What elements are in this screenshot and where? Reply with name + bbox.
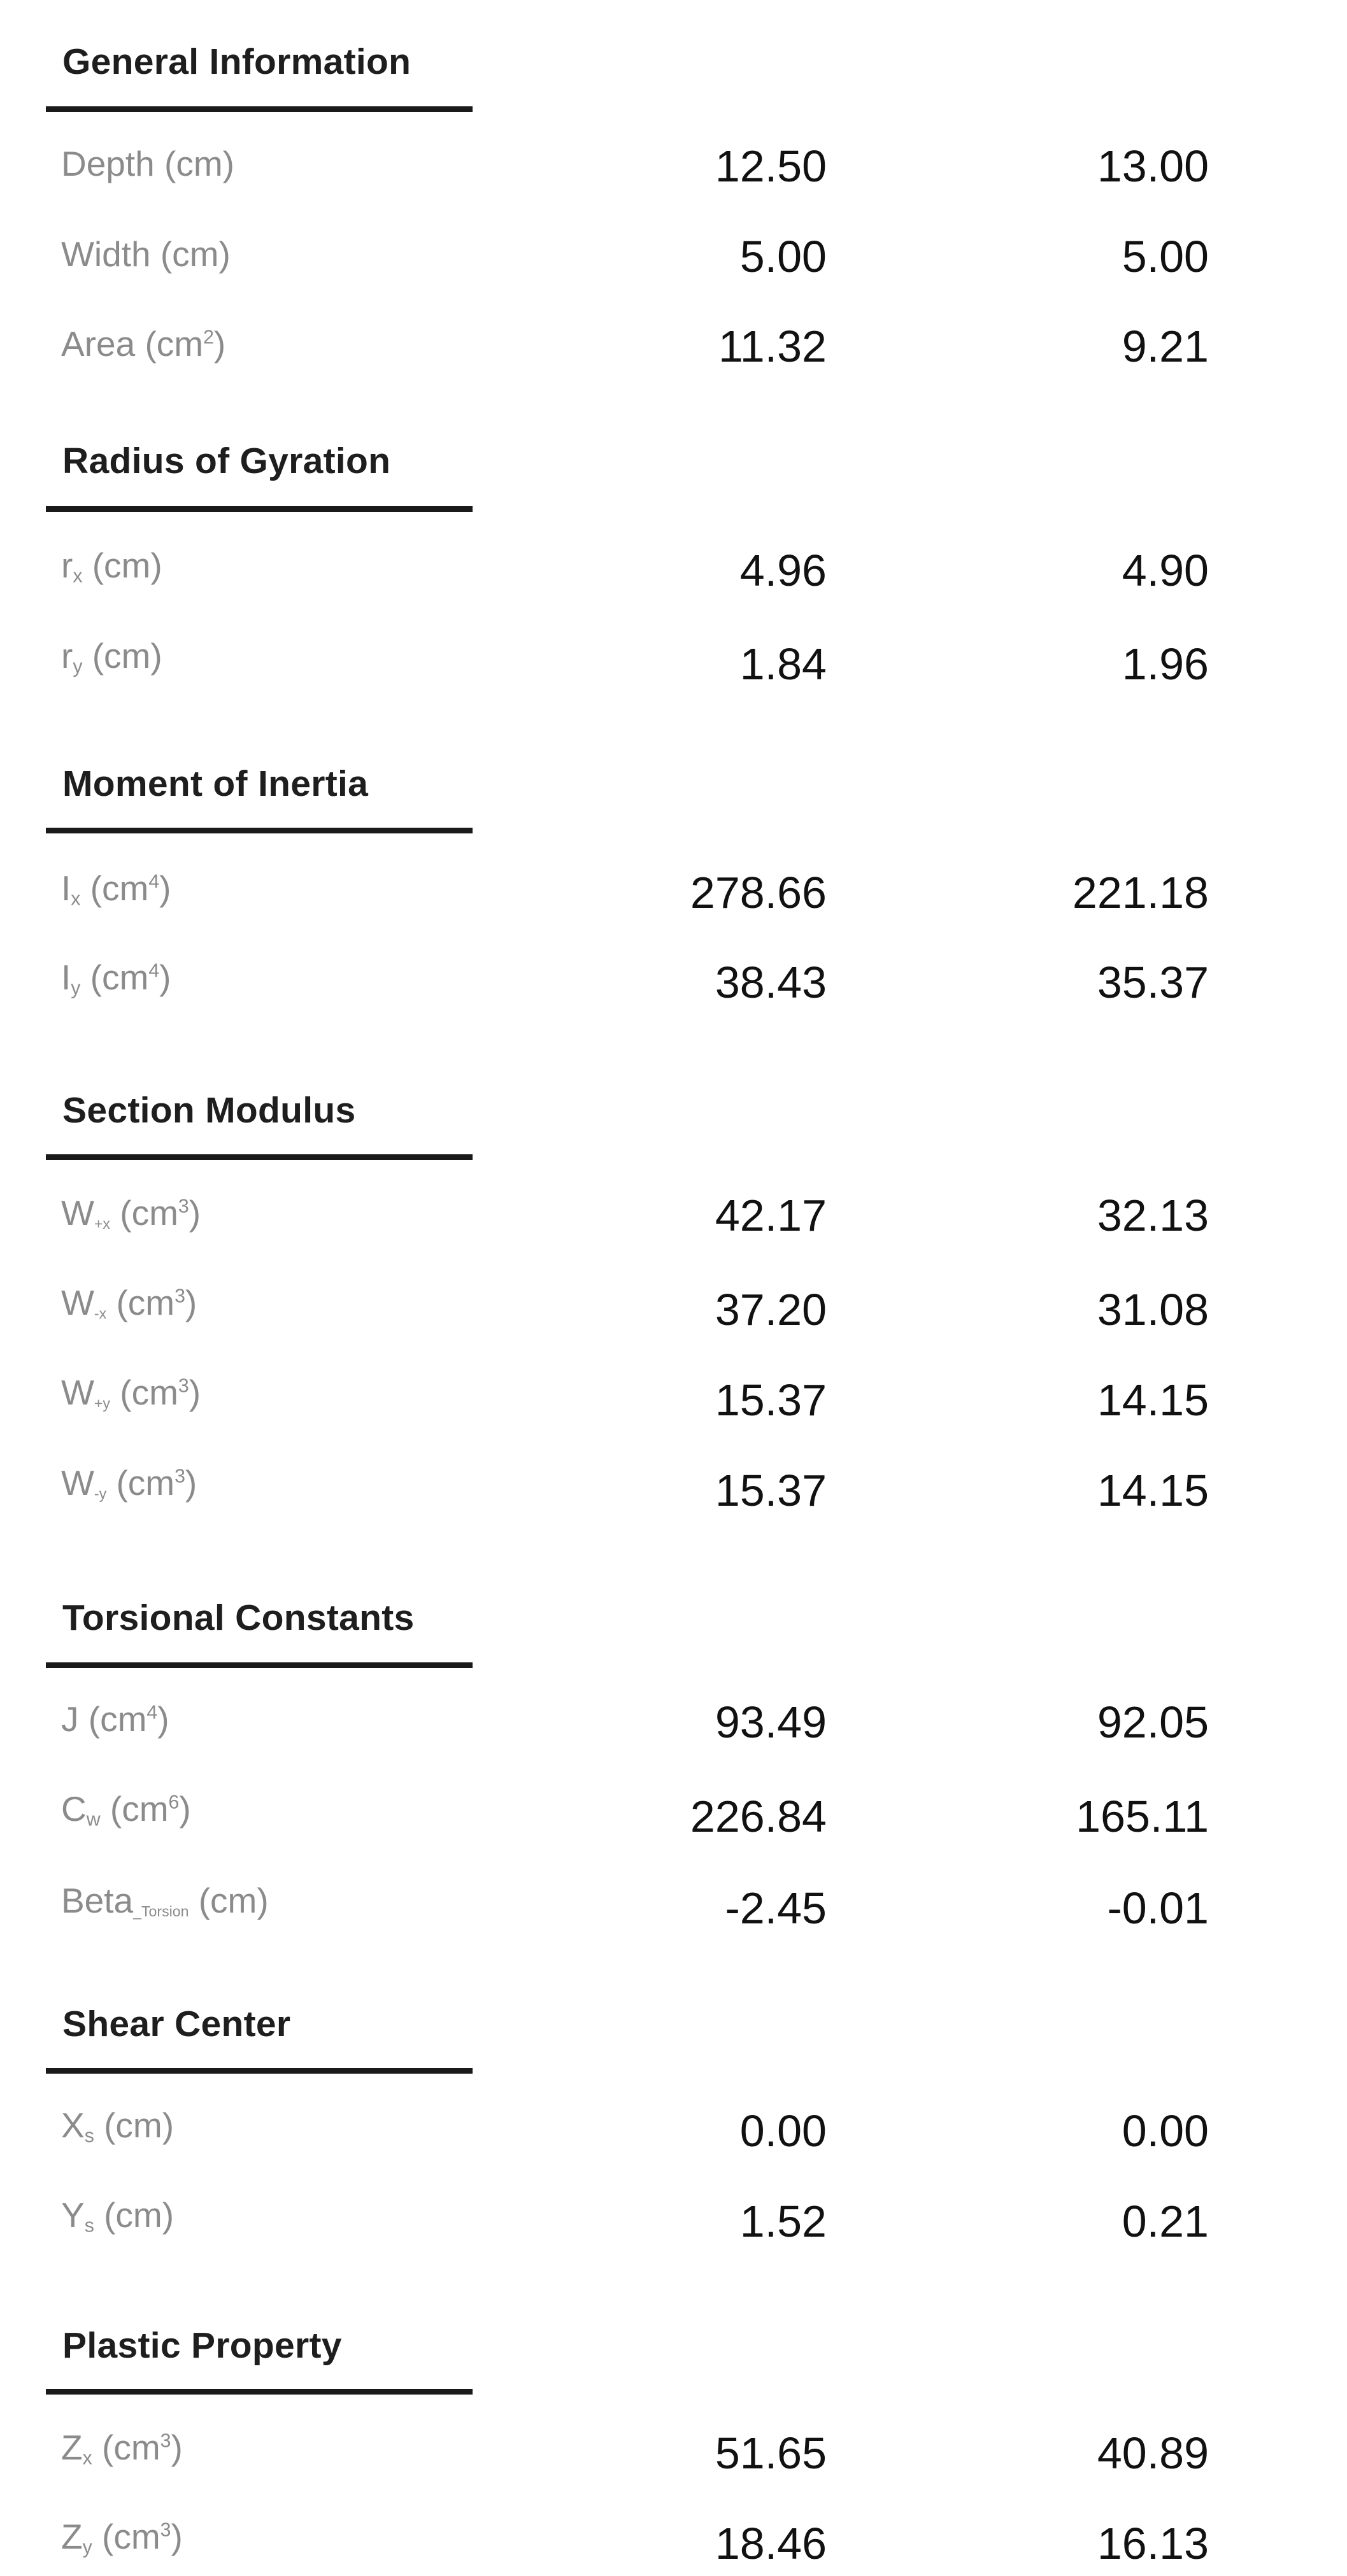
row-value-1-width: 5.00 — [739, 232, 827, 281]
row-value-2-beta-torsion: -0.01 — [1107, 1883, 1209, 1933]
row-label-w-minus-x: $W_{-x}$ $(cm^3)$ — [61, 1283, 197, 1322]
row-label-cw: $C_w$ $(cm^6)$ — [61, 1789, 191, 1830]
row-value-1-depth: 12.50 — [715, 141, 827, 191]
row-value-1-zy: 18.46 — [715, 2519, 827, 2568]
row-value-2-cw: 165.11 — [1076, 1792, 1209, 1841]
row-value-1-w-plus-x: 42.17 — [715, 1191, 827, 1240]
section-title-plastic-property: Plastic Property — [62, 2325, 342, 2366]
row-value-2-rx: 4.90 — [1122, 546, 1209, 595]
row-label-area: Area $(cm^2)$ — [61, 324, 226, 364]
row-label-w-plus-y: $W_{+y}$ $(cm^3)$ — [61, 1373, 201, 1412]
row-label-zy: $Z_y$ $(cm^3)$ — [61, 2517, 183, 2558]
row-label-xs: $X_s$ (cm) — [61, 2105, 175, 2147]
section-title-torsional-constants: Torsional Constants — [62, 1597, 415, 1638]
section-title-general-information: General Information — [62, 41, 411, 82]
row-value-2-j: 92.05 — [1097, 1697, 1209, 1747]
row-value-2-xs: 0.00 — [1122, 2106, 1209, 2156]
row-label-beta-torsion: Beta$_{\_Torsion}$ (cm) — [61, 1881, 269, 1920]
row-value-1-ry: 1.84 — [739, 639, 827, 689]
section-title-shear-center: Shear Center — [62, 2004, 291, 2044]
section-rule — [46, 2389, 473, 2395]
section-title-radius-of-gyration: Radius of Gyration — [62, 441, 391, 481]
row-value-2-w-minus-x: 31.08 — [1097, 1285, 1209, 1334]
row-label-w-plus-x: $W_{+x}$ $(cm^3)$ — [61, 1193, 201, 1233]
row-label-w-minus-y: $W_{-y}$ $(cm^3)$ — [61, 1463, 197, 1503]
section-title-section-modulus: Section Modulus — [62, 1090, 356, 1131]
row-value-2-zx: 40.89 — [1097, 2428, 1209, 2478]
row-value-2-w-minus-y: 14.15 — [1097, 1466, 1209, 1515]
section-rule — [46, 106, 473, 112]
row-value-2-ix: 221.18 — [1072, 868, 1209, 917]
row-value-1-rx: 4.96 — [739, 546, 827, 595]
row-value-2-depth: 13.00 — [1097, 141, 1209, 191]
section-title-moment-of-inertia: Moment of Inertia — [62, 763, 369, 804]
section-rule — [46, 1154, 473, 1160]
row-value-2-w-plus-y: 14.15 — [1097, 1375, 1209, 1425]
row-value-2-width: 5.00 — [1122, 232, 1209, 281]
row-value-2-zy: 16.13 — [1097, 2519, 1209, 2568]
row-label-ix: $I_x$ $(cm^4)$ — [61, 868, 171, 910]
row-label-j: J $(cm^4)$ — [61, 1699, 169, 1739]
row-value-1-w-minus-y: 15.37 — [715, 1466, 827, 1515]
row-label-rx: $r_x$ (cm) — [61, 546, 162, 587]
row-value-1-iy: 38.43 — [715, 958, 827, 1007]
row-value-1-cw: 226.84 — [690, 1792, 827, 1841]
row-value-2-w-plus-x: 32.13 — [1097, 1191, 1209, 1240]
section-rule — [46, 2068, 473, 2074]
row-value-1-w-plus-y: 15.37 — [715, 1375, 827, 1425]
row-label-ys: $Y_s$ (cm) — [61, 2195, 175, 2237]
row-value-1-area: 11.32 — [718, 322, 827, 371]
row-label-ry: $r_y$ (cm) — [61, 636, 162, 677]
row-label-iy: $I_y$ $(cm^4)$ — [61, 958, 171, 999]
row-label-width: Width (cm) — [61, 234, 231, 274]
row-value-1-beta-torsion: -2.45 — [725, 1883, 827, 1933]
row-value-1-w-minus-x: 37.20 — [715, 1285, 827, 1334]
section-rule — [46, 828, 473, 833]
row-value-1-j: 93.49 — [715, 1697, 827, 1747]
row-label-depth: Depth (cm) — [61, 144, 234, 183]
row-value-1-zx: 51.65 — [715, 2428, 827, 2478]
row-label-zx: $Z_x$ $(cm^3)$ — [61, 2428, 183, 2469]
section-rule — [46, 1662, 473, 1668]
row-value-2-ry: 1.96 — [1122, 639, 1209, 689]
section-rule — [46, 506, 473, 512]
row-value-2-area: 9.21 — [1122, 322, 1209, 371]
row-value-1-ix: 278.66 — [690, 868, 827, 917]
row-value-2-ys: 0.21 — [1122, 2197, 1209, 2246]
row-value-1-ys: 1.52 — [739, 2197, 827, 2246]
row-value-2-iy: 35.37 — [1097, 958, 1209, 1007]
row-value-1-xs: 0.00 — [739, 2106, 827, 2156]
